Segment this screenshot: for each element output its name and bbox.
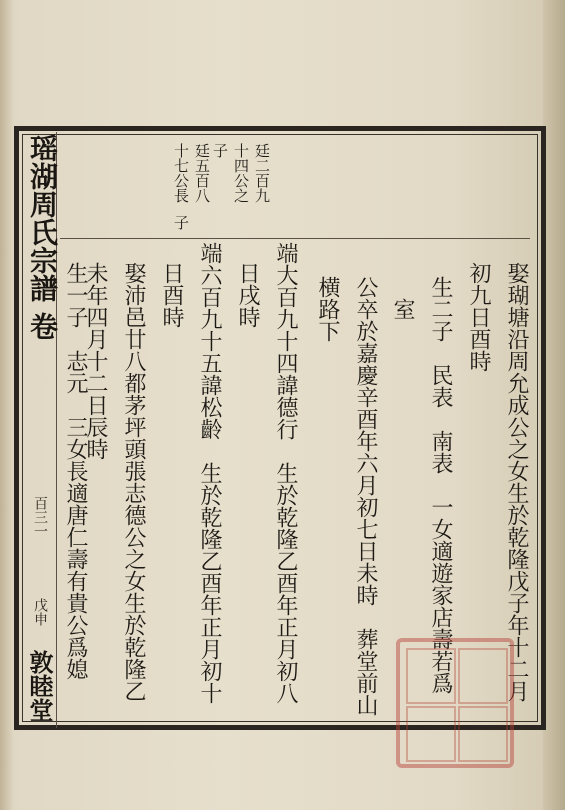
top-note: 子 <box>211 143 229 158</box>
red-seal-stamp <box>396 638 514 768</box>
hall-name: 敦睦堂 <box>25 650 54 722</box>
edition-mark: 戊申 <box>32 598 48 626</box>
text-column: 未年四月十二日辰時 <box>83 262 108 460</box>
text-column: 娶沛邑廿八都茅坪頭張志德公之女生於乾隆乙 <box>121 262 146 702</box>
text-column: 日酉時 <box>159 262 184 328</box>
gutter-shadow <box>0 0 14 810</box>
spine-title: 瑶湖周氏宗譜 <box>26 134 59 302</box>
top-notes-band <box>60 134 530 239</box>
top-note: 子 <box>172 215 190 230</box>
text-column: 公卒於嘉慶辛酉年六月初七日未時 葬堂前山 <box>353 276 378 716</box>
text-column: 端六百九十五諱松齡 生於乾隆乙酉年正月初十 <box>197 242 222 704</box>
text-column: 生一子 志元 三女長適唐仁壽有貴公爲媳 <box>63 262 88 680</box>
text-column: 生二子 民表 南表 一女適遊家店壽若爲 <box>428 276 453 694</box>
text-column: 横路下 <box>315 276 340 342</box>
top-note: 廷二百九 <box>253 143 271 203</box>
top-note: 十七公長 <box>172 143 190 203</box>
volume-mark: 卷 <box>26 312 59 340</box>
text-column: 娶瑚塘沿周允成公之女生於乾隆戊子年十二月 <box>504 262 529 702</box>
text-column: 日戌時 <box>235 262 260 328</box>
folio-number: 百三一 <box>32 496 48 538</box>
page-edge <box>543 0 565 810</box>
top-note: 廷五百八 <box>193 143 211 203</box>
text-column: 端大百九十四諱德行 生於乾隆乙酉年正月初八 <box>273 242 298 704</box>
text-column: 初九日酉時 <box>466 262 491 372</box>
top-note: 十四公之 <box>232 143 250 203</box>
text-column: 室 <box>390 298 415 320</box>
